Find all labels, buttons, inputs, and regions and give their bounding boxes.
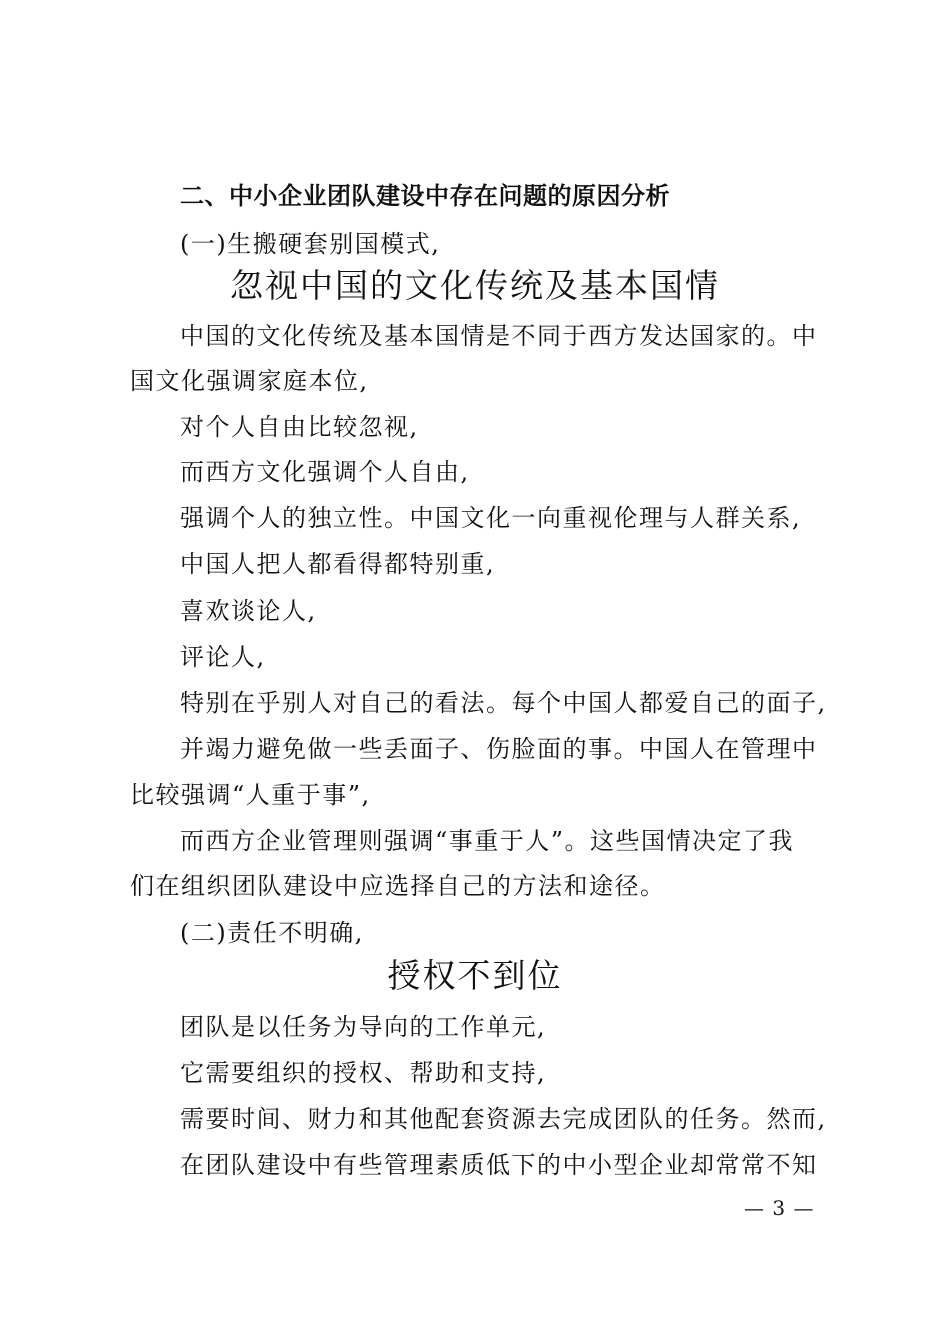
- body-line: 特别在乎别人对自己的看法。每个中国人都爱自己的面子,: [180, 689, 827, 717]
- body-line: 对个人自由比较忽视,: [180, 413, 419, 441]
- body-line: 国文化强调家庭本位,: [130, 367, 369, 395]
- body-line: 在团队建设中有些管理素质低下的中小型企业却常常不知: [180, 1151, 818, 1179]
- body-line: 强调个人的独立性。中国文化一向重视伦理与人群关系,: [180, 504, 802, 532]
- subsection-2-title: 授权不到位: [387, 956, 563, 995]
- body-line: 中国人把人都看得都特别重,: [180, 550, 496, 578]
- body-line: 团队是以任务为导向的工作单元,: [180, 1013, 547, 1041]
- subsection-1-title: 忽视中国的文化传统及基本国情: [230, 266, 720, 305]
- body-line: 它需要组织的授权、帮助和支持,: [180, 1059, 547, 1087]
- page-number: — 3 —: [744, 1196, 815, 1220]
- body-line: 们在组织团队建设中应选择自己的方法和途径。: [130, 872, 666, 900]
- body-line: 比较强调“人重于事”,: [130, 781, 371, 809]
- section-heading: 二、中小企业团队建设中存在问题的原因分析: [180, 182, 670, 210]
- body-line: 中国的文化传统及基本国情是不同于西方发达国家的。中: [180, 322, 818, 350]
- body-line: 而西方文化强调个人自由,: [180, 458, 470, 486]
- subsection-2-label: (二)责任不明确,: [180, 919, 364, 947]
- subsection-1-label: (一)生搬硬套别国模式,: [180, 230, 441, 258]
- body-line: 需要时间、财力和其他配套资源去完成团队的任务。然而,: [180, 1105, 827, 1133]
- body-line: 喜欢谈论人,: [180, 597, 317, 625]
- body-line: 并竭力避免做一些丢面子、伤脸面的事。中国人在管理中: [180, 735, 818, 763]
- body-line: 而西方企业管理则强调“事重于人”。这些国情决定了我: [180, 827, 795, 855]
- body-line: 评论人,: [180, 643, 266, 671]
